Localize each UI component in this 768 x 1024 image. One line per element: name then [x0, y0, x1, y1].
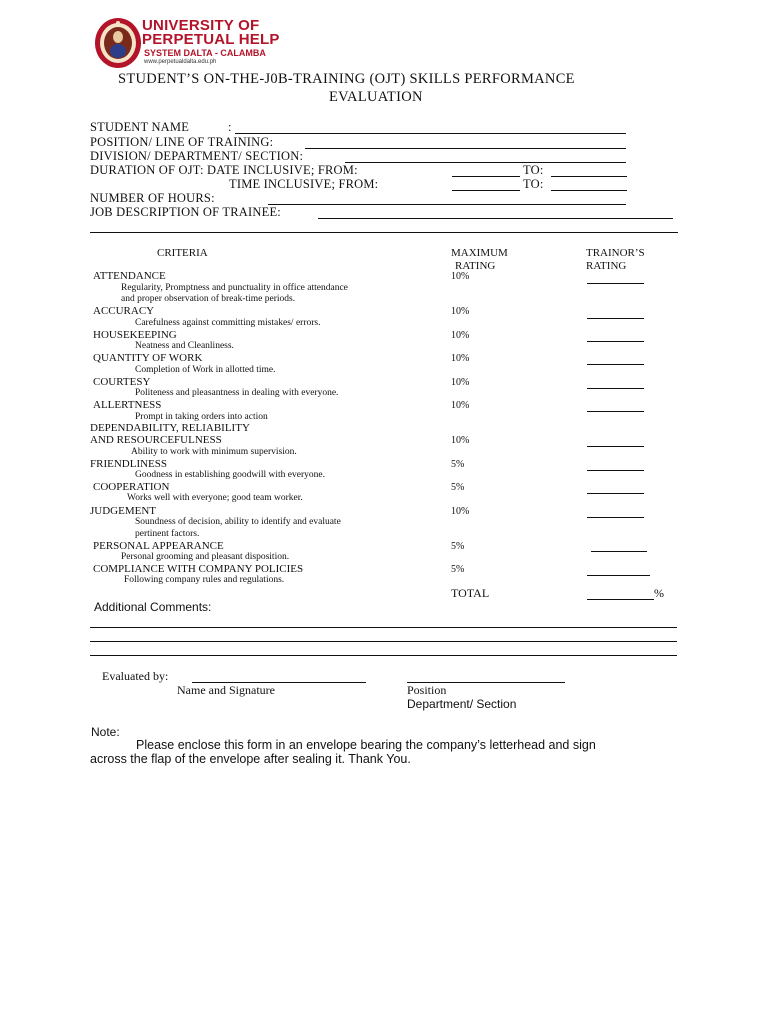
criterion-rating-field[interactable] — [587, 411, 644, 412]
criterion-name: COOPERATION — [93, 481, 170, 493]
criterion-rating-field[interactable] — [587, 318, 644, 319]
criterion-rating-field[interactable] — [587, 364, 644, 365]
logo-url: www.perpetualdalta.edu.ph — [144, 59, 217, 65]
criterion-desc: and proper observation of break-time periods. — [121, 294, 296, 304]
trainor-rating-header-1: TRAINOR’S — [586, 247, 645, 259]
logo-name-line2: PERPETUAL HELP — [142, 31, 280, 48]
student-name-colon: : — [228, 120, 232, 134]
criterion-name-2: AND RESOURCEFULNESS — [90, 434, 222, 446]
criterion-rating-field[interactable] — [587, 283, 644, 284]
criterion-max: 5% — [451, 482, 465, 493]
criterion-desc: Prompt in taking orders into action — [135, 412, 268, 422]
criterion-desc: Neatness and Cleanliness. — [135, 341, 234, 351]
university-logo — [94, 17, 384, 73]
logo-system: SYSTEM DALTA - CALAMBA — [144, 48, 266, 58]
total-field[interactable] — [587, 599, 654, 600]
date-from-field[interactable] — [452, 176, 520, 177]
university-seal-icon — [94, 17, 142, 69]
criterion-name: QUANTITY OF WORK — [93, 352, 203, 364]
time-to-field[interactable] — [551, 190, 627, 191]
criterion-rating-field[interactable] — [587, 388, 644, 389]
comments-line-2[interactable] — [90, 641, 677, 642]
criterion-desc: Soundness of decision, ability to identify and evaluate — [135, 517, 341, 527]
hours-label: NUMBER OF HOURS: — [90, 191, 215, 205]
criterion-name: ALLERTNESS — [93, 399, 162, 411]
criterion-desc: Works well with everyone; good team worker. — [127, 493, 303, 503]
criterion-name: ATTENDANCE — [93, 270, 166, 282]
note-line1: Please enclose this form in an envelope bearing the company’s letterhead and sign — [136, 738, 596, 752]
note-line2: across the flap of the envelope after sealing it. Thank You. — [90, 752, 411, 766]
criterion-max: 10% — [451, 400, 470, 411]
criterion-name: JUDGEMENT — [90, 505, 156, 517]
criterion-max: 10% — [451, 435, 470, 446]
criterion-rating-field[interactable] — [591, 551, 647, 552]
criterion-rating-field[interactable] — [587, 341, 644, 342]
evaluated-by-label: Evaluated by: — [102, 669, 169, 683]
position-caption: Position — [407, 683, 447, 697]
criterion-max: 10% — [451, 330, 470, 341]
position-field[interactable] — [305, 148, 626, 149]
criterion-desc: Completion of Work in allotted time. — [135, 365, 276, 375]
criterion-name: FRIENDLINESS — [90, 458, 168, 470]
job-desc-field[interactable] — [318, 218, 673, 219]
max-rating-header-1: MAXIMUM — [451, 247, 508, 259]
criterion-desc: pertinent factors. — [135, 529, 200, 539]
student-name-field[interactable] — [235, 133, 626, 134]
criterion-max: 10% — [451, 506, 470, 517]
max-rating-header-2: RATING — [455, 260, 496, 272]
criterion-rating-field[interactable] — [587, 493, 644, 494]
logo-name-line1: UNIVERSITY OF — [142, 17, 260, 34]
time-from-field[interactable] — [452, 190, 520, 191]
date-to-label: TO: — [523, 163, 544, 177]
job-desc-field-line2[interactable] — [90, 232, 678, 233]
criterion-rating-field[interactable] — [587, 517, 644, 518]
name-signature-caption: Name and Signature — [177, 683, 275, 697]
comments-line-3[interactable] — [90, 655, 677, 656]
time-label: TIME INCLUSIVE; FROM: — [229, 177, 379, 191]
note-label: Note: — [91, 725, 120, 739]
criterion-rating-field[interactable] — [587, 446, 644, 447]
position-label: POSITION/ LINE OF TRAINING: — [90, 135, 274, 149]
criterion-max: 5% — [451, 459, 465, 470]
criterion-name: PERSONAL APPEARANCE — [93, 540, 224, 552]
department-caption: Department/ Section — [407, 697, 517, 711]
criterion-desc: Regularity, Promptness and punctuality in office attendance — [121, 283, 348, 293]
comments-label: Additional Comments: — [94, 600, 212, 614]
criterion-max: 10% — [451, 353, 470, 364]
criterion-max: 5% — [451, 564, 465, 575]
criteria-header: CRITERIA — [157, 247, 208, 259]
division-label: DIVISION/ DEPARTMENT/ SECTION: — [90, 149, 304, 163]
form-title-line1: STUDENT’S ON-THE-J0B-TRAINING (OJT) SKILLS PERFORMANCE — [118, 71, 575, 87]
criterion-desc: Following company rules and regulations. — [124, 575, 285, 585]
time-to-label: TO: — [523, 177, 544, 191]
total-percent-sign: % — [654, 586, 664, 600]
criterion-max: 10% — [451, 271, 470, 282]
hours-field[interactable] — [268, 204, 626, 205]
criterion-max: 5% — [451, 541, 465, 552]
criterion-desc: Goodness in establishing goodwill with everyone. — [135, 470, 325, 480]
criterion-name: DEPENDABILITY, RELIABILITY — [90, 422, 250, 434]
division-field[interactable] — [345, 162, 626, 163]
criterion-desc: Personal grooming and pleasant disposition. — [121, 552, 290, 562]
criterion-rating-field[interactable] — [587, 575, 650, 576]
duration-label: DURATION OF OJT: DATE INCLUSIVE; FROM: — [90, 163, 358, 177]
form-title-line2: EVALUATION — [329, 89, 423, 105]
criterion-name: COURTESY — [93, 376, 151, 388]
criterion-max: 10% — [451, 377, 470, 388]
comments-line-1[interactable] — [90, 627, 677, 628]
date-to-field[interactable] — [551, 176, 627, 177]
criterion-rating-field[interactable] — [587, 470, 644, 471]
criterion-desc: Politeness and pleasantness in dealing with everyone. — [135, 388, 339, 398]
criterion-desc: Carefulness against committing mistakes/ errors. — [135, 318, 321, 328]
criterion-name: HOUSEKEEPING — [93, 329, 177, 341]
trainor-rating-header-2: RATING — [586, 260, 627, 272]
job-desc-label: JOB DESCRIPTION OF TRAINEE: — [90, 205, 281, 219]
criterion-name: ACCURACY — [93, 305, 155, 317]
criterion-max: 10% — [451, 306, 470, 317]
criterion-desc: Ability to work with minimum supervision. — [131, 447, 297, 457]
total-label: TOTAL — [451, 586, 490, 600]
criterion-name: COMPLIANCE WITH COMPANY POLICIES — [93, 563, 304, 575]
student-name-label: STUDENT NAME — [90, 120, 190, 134]
